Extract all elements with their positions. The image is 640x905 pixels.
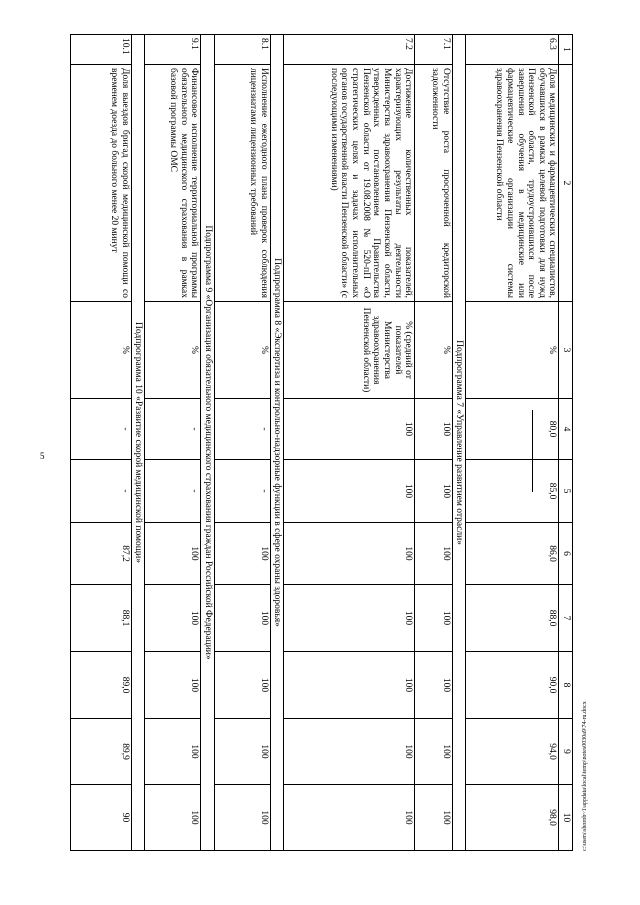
subprogram-row	[452, 35, 466, 851]
indicator-name: Доля выездов бригад скорой медицинской помощи со временем доезда до больного менее 20 минут	[71, 65, 132, 302]
header-cell: 6	[559, 523, 573, 585]
value-cell: 100	[415, 719, 452, 785]
value-cell: 100	[284, 585, 415, 652]
header-cell: 8	[559, 652, 573, 719]
header-cell: 10	[559, 785, 573, 851]
value-cell: 86,0	[466, 523, 559, 585]
row-number: 8.1	[214, 35, 270, 65]
value-cell: 100	[284, 523, 415, 585]
value-cell: 88,1	[71, 585, 132, 652]
subprogram-row	[131, 35, 145, 851]
indicator-name: Достижение количественных показателей, характеризующих результаты деятельности Министерства здравоохранения Пензенской области, утвержденных постановлением Правительства Пензенской области от 19.08.2008 № 520-пП «О стратегических целях и задачах исполнительных органов государственной власти Пензенской области» (с последующими изменениями)	[284, 65, 415, 302]
value-cell: 89,0	[71, 652, 132, 719]
value-cell: 100	[145, 785, 201, 851]
header-cell: 7	[559, 585, 573, 652]
value-cell: -	[71, 399, 132, 460]
row-number: 9.1	[145, 35, 201, 65]
value-cell: 100	[415, 652, 452, 719]
table-row	[415, 35, 452, 851]
value-cell: -	[145, 460, 201, 523]
unit-cell: %	[415, 302, 452, 399]
value-cell: -	[214, 399, 270, 460]
value-cell: 100	[145, 652, 201, 719]
indicator-name: Доля медицинских и фармацевтических специалистов, обучавшихся в рамках целевой подготовки для нужд Пензенской области, трудоустроившихся после завершения обучения в медицинские или фармацевтические организации системы здравоохранения Пензенской области	[466, 65, 559, 302]
value-cell: -	[71, 460, 132, 523]
value-cell: 90,0	[466, 652, 559, 719]
value-cell: 100	[415, 399, 452, 460]
subprogram-title: Подпрограмма 7 «Управление развитием отрасли»	[452, 35, 466, 851]
subprogram-title: Подпрограмма 10 «Развитие скорой медицинской помощи»	[131, 35, 145, 851]
value-cell: 100	[214, 585, 270, 652]
page-number: 5	[40, 451, 45, 461]
value-cell: 90	[71, 785, 132, 851]
indicator-name: Финансовое исполнение территориальной программы обязательного медицинского страхования в рамках базовой программы ОМС	[145, 65, 201, 302]
value-cell: 89,9	[71, 719, 132, 785]
value-cell: 100	[284, 399, 415, 460]
row-number: 6.3	[466, 35, 559, 65]
header-cell: 2	[559, 65, 573, 302]
row-number: 10.1	[71, 35, 132, 65]
row-number: 7.2	[284, 35, 415, 65]
unit-cell: %	[214, 302, 270, 399]
rotated-table-wrapper	[70, 34, 573, 850]
unit-cell: %	[71, 302, 132, 399]
table-row	[466, 35, 559, 851]
unit-cell: %	[466, 302, 559, 399]
value-cell: 100	[415, 460, 452, 523]
value-cell: 100	[284, 652, 415, 719]
value-cell: 100	[284, 719, 415, 785]
row-number: 7.1	[415, 35, 452, 65]
table-row	[71, 35, 132, 851]
header-cell: 1	[559, 35, 573, 65]
subprogram-title: Подпрограмма 8 «Экспертиза и контрольно-надзорные функции в сфере охраны здоровья»	[270, 35, 284, 851]
value-cell: 100	[284, 460, 415, 523]
table-header-row	[559, 35, 573, 851]
value-cell: 100	[214, 719, 270, 785]
unit-cell: % (средний от показателей Министерства здравоохранения Пензенской области)	[284, 302, 415, 399]
table-row	[145, 35, 201, 851]
value-cell: 100	[415, 585, 452, 652]
value-cell: 98,0	[466, 785, 559, 851]
value-cell: 94,0	[466, 719, 559, 785]
indicator-name: Отсутствие роста просроченной кредиторской задолженности	[415, 65, 452, 302]
value-cell: 100	[214, 785, 270, 851]
value-cell: 88,0	[466, 585, 559, 652]
value-cell: 100	[145, 719, 201, 785]
header-cell: 3	[559, 302, 573, 399]
value-cell: 100	[415, 785, 452, 851]
table-row	[284, 35, 415, 851]
value-cell: -	[214, 460, 270, 523]
unit-cell: %	[145, 302, 201, 399]
header-cell: 9	[559, 719, 573, 785]
footer-file-path: c:\users\shorob~1\appdata\local\temp\notes0030a9\74-ru.docx	[582, 701, 588, 851]
value-cell: 100	[284, 785, 415, 851]
subprogram-title: Подпрограмма 9 «Организация обязательного медицинского страхования граждан Российской Федерации»	[201, 35, 215, 851]
value-cell: 100	[145, 523, 201, 585]
value-cell: 100	[145, 585, 201, 652]
subprogram-row	[270, 35, 284, 851]
value-cell: -	[145, 399, 201, 460]
value-cell: 100	[415, 523, 452, 585]
value-cell: 100	[214, 523, 270, 585]
table-row	[214, 35, 270, 851]
value-cell: 100	[214, 652, 270, 719]
value-cell: 85,0	[466, 460, 559, 523]
subprogram-row	[201, 35, 215, 851]
indicators-table	[70, 34, 573, 851]
indicator-name: Исполнение ежегодного плана проверок соблюдения лицензиатами лицензионных требований	[214, 65, 270, 302]
value-cell: 87,2	[71, 523, 132, 585]
header-cell: 5	[559, 460, 573, 523]
value-cell: 80,0	[466, 399, 559, 460]
header-cell: 4	[559, 399, 573, 460]
